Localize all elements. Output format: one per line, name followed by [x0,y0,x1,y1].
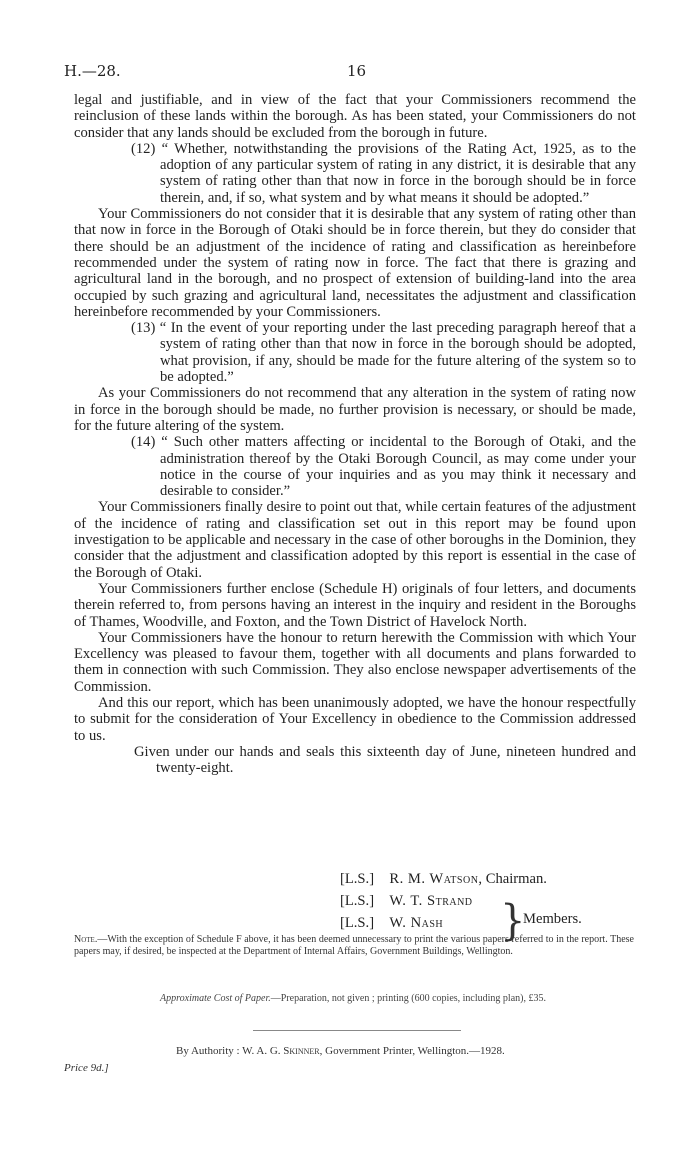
signatory-name: W. Nash [389,915,444,931]
authority-line [176,1045,636,1057]
signature-member-1 [340,893,473,910]
signatory-name: R. M. Watson [389,871,479,887]
page-header [64,62,636,84]
given-under-hands: Given under our hands and seals this sixteenth day of June, nineteen hundred and twenty-eight. [134,743,636,777]
seal-mark: [L.S.] [340,915,375,931]
question-13: (13) “ In the event of your reporting under the last preceding paragraph hereof that a system of rating other than that now in force in the borough should be adopted, what provision, if any, should be made for the future altering of the system so to be adopted.” [131,320,636,386]
signature-member-2 [340,915,443,932]
paragraph-continued: legal and justifiable, and in view of the fact that your Commissioners recommend the reinclusion of these lands within the borough. As has been stated, your Commissioners do not consider that any lands should be excluded from the borough in future. [74,92,636,141]
report-body [74,92,636,776]
paragraph-submission: And this our report, which has been unanimously adopted, we have the honour respectfully to submit for the consideration of Your Excellency in obedience to the Commission addressed to us. [74,694,636,744]
page-number: 16 [347,62,367,80]
question-14: (14) “ Such other matters affecting or incidental to the Borough of Otaki, and the administration thereof by the Otaki Borough Council, as may come under your notice in the course of your inquiries and as you may think it necessary and desirable to consider.” [131,434,636,500]
signatory-role: , Chairman. [478,871,547,887]
brace-icon: } [500,896,526,946]
question-12: (12) “ Whether, notwithstanding the provisions of the Rating Act, 1925, as to the adoption of any particular system of rating in any district, it is desirable that any system of rating other than that now in force in the borough should be in force therein, and, if so, what system and by what means it should be adopted.” [131,140,636,206]
price-label: Price 9d.] [64,1062,109,1074]
authority-suffix: , Government Printer, Wellington.—1928. [319,1045,505,1057]
cost-of-paper [160,993,630,1004]
signature-chairman [340,871,547,888]
seal-mark: [L.S.] [340,893,375,909]
document-reference: H.—28. [64,62,121,80]
seal-mark: [L.S.] [340,871,375,887]
paragraph-schedule-h: Your Commissioners further enclose (Schedule H) originals of four letters, and documents therein referred to, from persons having an interest in the inquiry and resident in the Boroughs of Thames, Woodville, and Foxton, and the Town District of Havelock North. [74,580,636,630]
members-label: Members. [523,911,582,927]
divider [253,1030,461,1031]
paragraph-final-desire: Your Commissioners finally desire to point out that, while certain features of the adjustment of the incidence of rating and classification set out in this report may be found upon investigation to be applicable and necessary in the case of other boroughs in the Dominion, they consider that the adjustment and classification adopted by this report is essential in the case of the Borough of Otaki. [74,499,636,581]
signatory-name: W. T. Strand [389,893,473,909]
note-label: Note. [74,934,98,945]
note-text: —With the exception of Schedule F above, it has been deemed unnecessary to print the various papers referred to in the report. These papers may, if desired, be inspected at the Department of Internal Affairs, Government Buildings, Wellington. [74,934,634,957]
paragraph-rating-answer: Your Commissioners do not consider that it is desirable that any system of rating other than that now in force in the Borough of Otaki should be in force therein, but they do consider that there should be an adjustment of the incidence of rating and classification as hereinbefore recommended under the system of rating now in force. The fact that there is grazing and agricultural land in the borough, and no prospect of extension of building-land into the area occupied by such grazing and agricultural land, necessitates the adjustment and classification hereinbefore recommended by your Commissioners. [74,206,636,320]
footnote [74,934,634,958]
authority-prefix: By Authority : W. A. G. [176,1045,284,1057]
cost-label: Approximate Cost of Paper. [160,993,271,1004]
cost-text: —Preparation, not given ; printing (600 copies, including plan), £35. [270,993,546,1004]
printer-name: Skinner [283,1045,320,1057]
paragraph-no-alteration: As your Commissioners do not recommend that any alteration in the system of rating now in force in the borough should be made, no further provision is necessary, or should be made, for the future altering of the system. [74,385,636,434]
paragraph-return-commission: Your Commissioners have the honour to return herewith the Commission with which Your Excellency was pleased to favour them, together with all documents and plans forwarded to them in connection with such Commission. They also enclose newspaper advertisements of the Commission. [74,629,636,695]
